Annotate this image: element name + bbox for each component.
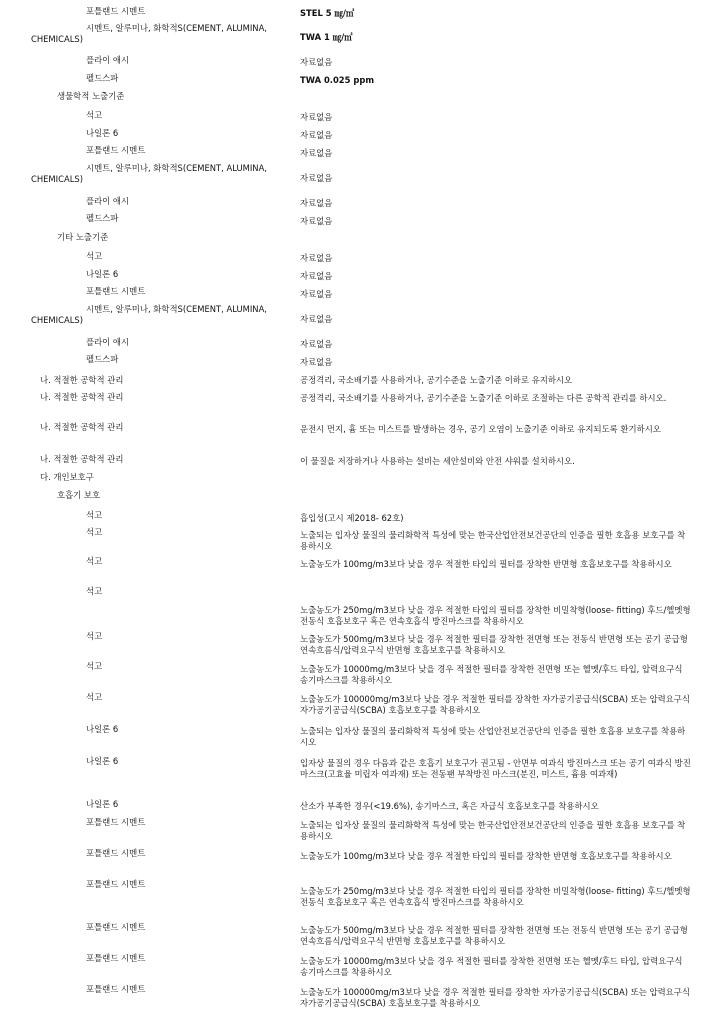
resp-label: 포틀랜드 시멘트 <box>86 817 146 827</box>
resp-value: 노출농도가 100mg/m3보다 낮을 경우 적절한 타입의 필터를 장착한 반면형 호흡보호구를 착용하시오 <box>300 559 672 569</box>
resp-label: 나일론 6 <box>86 799 119 809</box>
exposure-value: TWA 1 ㎎/㎥ <box>300 32 353 42</box>
resp-value: 노출농도가 100000mg/m3보다 낮을 경우 적절한 필터를 장착한 자가공기공급식(SCBA) 또는 압력요구식 자가공기공급식(SCBA) 호흡보호구를 착용하시오 <box>300 987 690 1008</box>
resp-label: 나일론 6 <box>86 756 119 766</box>
exposure-value: STEL 5 ㎎/㎥ <box>300 8 355 18</box>
label-line-1: 시멘트, 알루미나, 화학적S(CEMENT, ALUMINA, <box>86 304 267 314</box>
exposure-label: 펠드스파 <box>86 73 119 83</box>
resp-value: 노출되는 입자상 물질의 물리화학적 특성에 맞는 한국산업안전보건공단의 인증을 필한 호흡용 보호구를 착용하시오 <box>300 530 686 551</box>
bio-label: 포틀랜드 시멘트 <box>86 145 146 155</box>
bio-value: 자료없음 <box>300 216 333 226</box>
resp-label: 나일론 6 <box>86 724 119 734</box>
resp-value: 노출농도가 10000mg/m3보다 낮을 경우 적절한 필터를 장착한 전면형 또는 헬멧/후드 타입, 압력요구식 송기마스크를 착용하시오 <box>300 664 683 685</box>
bio-value: 자료없음 <box>300 173 333 183</box>
engineering-value: 공정격리, 국소배기를 사용하거나, 공기수준을 노출기준 이하로 조절하는 다른 공학적 관리를 하시오. <box>300 393 667 403</box>
other-label: 석고 <box>86 251 103 261</box>
resp-value: 노출농도가 250mg/m3보다 낮을 경우 적절한 타입의 필터를 장착한 비밀착형(loose- fitting) 후드/헬멧형 전동식 호흡보호구 혹은 연속호흡식 방진마스크를 착용하시오 <box>300 886 691 907</box>
engineering-value: 이 물질을 저장하거나 사용하는 설비는 세안설비와 안전 샤워를 설치하시오. <box>300 456 575 466</box>
engineering-label: 나. 적절한 공학적 관리 <box>40 392 124 402</box>
engineering-label: 나. 적절한 공학적 관리 <box>40 375 124 385</box>
label-line-2: CHEMICALS) <box>31 315 83 325</box>
ppe-heading: 다. 개인보호구 <box>40 472 94 482</box>
resp-value: 산소가 부족한 경우(<19.6%), 송기마스크, 혹은 자급식 호흡보호구를 착용하시오 <box>300 801 599 811</box>
resp-value: 입자상 물질의 경우 다음과 같은 호흡기 보호구가 권고됨 - 안면부 여과식 방진마스크 또는 공기 여과식 방진마스크(고효율 미립자 여과재) 또는 전동팬 부착방진 마스크(분진, 미스트, 흄용 여과재) <box>300 758 691 779</box>
other-value: 자료없음 <box>300 314 333 324</box>
bio-label: 석고 <box>86 110 103 120</box>
resp-value: 노출농도가 100mg/m3보다 낮을 경우 적절한 타입의 필터를 장착한 반면형 호흡보호구를 착용하시오 <box>300 851 672 861</box>
resp-label: 석고 <box>86 556 103 566</box>
resp-label: 포틀랜드 시멘트 <box>86 953 146 963</box>
bio-value: 자료없음 <box>300 112 333 122</box>
other-value: 자료없음 <box>300 339 333 349</box>
bio-label <box>31 163 267 185</box>
bio-heading: 생물학적 노출기준 <box>57 91 125 101</box>
resp-label: 석고 <box>86 692 103 702</box>
resp-label: 석고 <box>86 631 103 641</box>
other-value: 자료없음 <box>300 289 333 299</box>
other-label: 플라이 애시 <box>86 337 130 347</box>
other-value: 자료없음 <box>300 253 333 263</box>
resp-label: 포틀랜드 시멘트 <box>86 984 146 994</box>
resp-value: 노출농도가 500mg/m3보다 낮을 경우 적절한 필터를 장착한 전면형 또는 전동식 반면형 또는 공기 공급형 연속흐름식/압력요구식 반면형 호흡보호구를 착용하시오 <box>300 925 688 946</box>
label-line-2: CHEMICALS) <box>31 174 83 184</box>
label-line-1: 시멘트, 알루미나, 화학적S(CEMENT, ALUMINA, <box>86 163 267 173</box>
resp-value: 노출농도가 10000mg/m3보다 낮을 경우 적절한 필터를 장착한 전면형 또는 헬멧/후드 타입, 압력요구식 송기마스크를 착용하시오 <box>300 956 683 977</box>
resp-value: 노출되는 입자상 물질의 물리화학적 특성에 맞는 산업안전보건공단의 인증을 필한 호흡용 보호구를 착용하시오 <box>300 726 686 747</box>
resp-value: 흡입성(고시 제2018- 62호) <box>300 513 404 523</box>
other-value: 자료없음 <box>300 271 333 281</box>
resp-label: 포틀랜드 시멘트 <box>86 848 146 858</box>
resp-label: 석고 <box>86 661 103 671</box>
bio-label: 펠드스파 <box>86 213 119 223</box>
engineering-label: 나. 적절한 공학적 관리 <box>40 454 124 464</box>
other-label: 펠드스파 <box>86 354 119 364</box>
bio-value: 자료없음 <box>300 148 333 158</box>
exposure-value: 자료없음 <box>300 57 333 67</box>
resp-label: 포틀랜드 시멘트 <box>86 879 146 889</box>
other-heading: 기타 노출기준 <box>57 232 109 242</box>
label-line-1: 시멘트, 알루미나, 화학적S(CEMENT, ALUMINA, <box>86 23 267 33</box>
resp-label: 석고 <box>86 510 103 520</box>
resp-value: 노출농도가 500mg/m3보다 낮을 경우 적절한 필터를 장착한 전면형 또는 전동식 반면형 또는 공기 공급형 연속흐름식/압력요구식 반면형 호흡보호구를 착용하시오 <box>300 634 688 655</box>
engineering-value: 공정격리, 국소배기를 사용하거나, 공기수준을 노출기준 이하로 유지하시오 <box>300 375 573 385</box>
other-label: 나일론 6 <box>86 269 119 279</box>
resp-label: 포틀랜드 시멘트 <box>86 922 146 932</box>
bio-value: 자료없음 <box>300 130 333 140</box>
bio-label: 플라이 애시 <box>86 196 130 206</box>
other-label: 포틀랜드 시멘트 <box>86 286 146 296</box>
resp-label: 석고 <box>86 586 103 596</box>
respiratory-heading: 호흡기 보호 <box>57 490 101 500</box>
engineering-label: 나. 적절한 공학적 관리 <box>40 422 124 432</box>
resp-label: 석고 <box>86 527 103 537</box>
exposure-value: TWA 0.025 ppm <box>300 75 375 85</box>
exposure-label: 플라이 애시 <box>86 55 130 65</box>
other-value: 자료없음 <box>300 357 333 367</box>
bio-label: 나일론 6 <box>86 128 119 138</box>
bio-value: 자료없음 <box>300 198 333 208</box>
exposure-label <box>31 23 267 45</box>
engineering-value: 운전시 먼지, 흄 또는 미스트를 발생하는 경우, 공기 오염이 노출기준 이하로 유지되도록 환기하시오 <box>300 424 661 434</box>
exposure-label: 포틀랜드 시멘트 <box>86 6 146 16</box>
other-label <box>31 304 267 326</box>
resp-value: 노출되는 입자상 물질의 물리화학적 특성에 맞는 한국산업안전보건공단의 인증을 필한 호흡용 보호구를 착용하시오 <box>300 820 686 841</box>
label-line-2: CHEMICALS) <box>31 34 83 44</box>
resp-value: 노출농도가 250mg/m3보다 낮을 경우 적절한 타입의 필터를 장착한 비밀착형(loose- fitting) 후드/헬멧형 전동식 호흡보호구 혹은 연속호흡식 방진마스크를 착용하시오 <box>300 605 691 626</box>
resp-value: 노출농도가 100000mg/m3보다 낮을 경우 적절한 필터를 장착한 자가공기공급식(SCBA) 또는 압력요구식 자가공기공급식(SCBA) 호흡보호구를 착용하시오 <box>300 694 690 715</box>
